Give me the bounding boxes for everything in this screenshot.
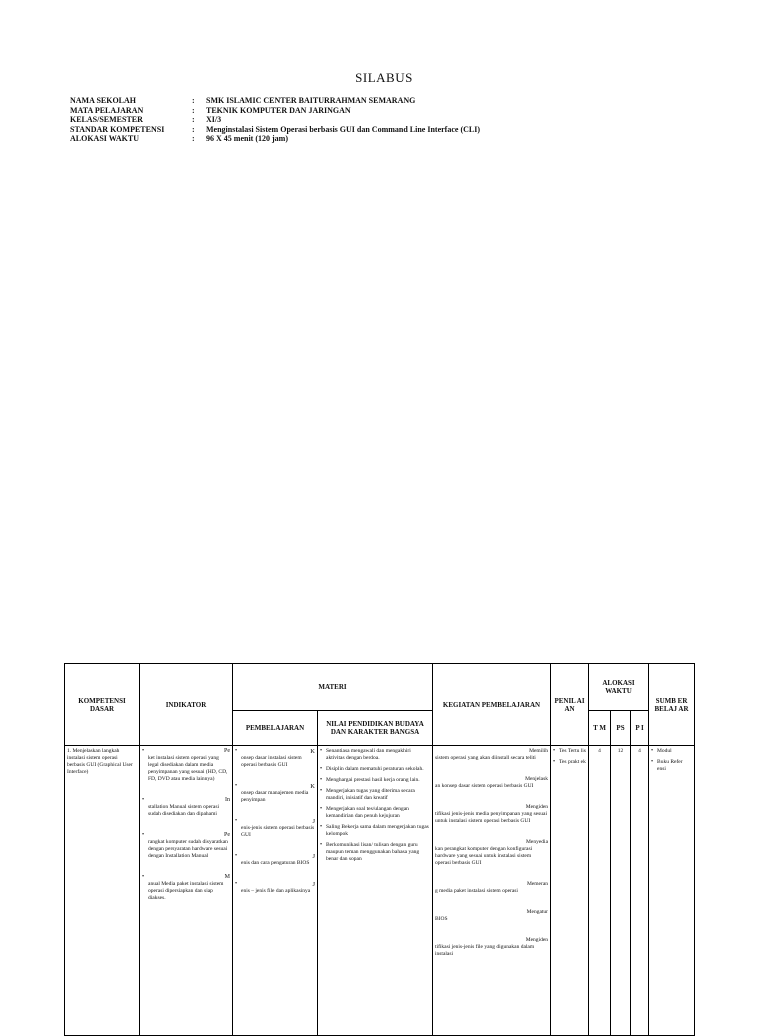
item-text: enis-jenis sistem operasi berbasis GUI	[241, 825, 315, 838]
item-lead: • J	[312, 853, 315, 860]
item-text: anual Media paket instalasi sistem operasi dipersiapkan dan siap diakses.	[148, 881, 224, 901]
item-lead: Menjelask	[525, 776, 549, 782]
ps-cell: 12	[611, 746, 631, 1036]
item-text: tifikasi jenis-jenis media penyimpanan yang sesuai untuk instalasi sistem operasi berbasis GUI	[435, 811, 547, 824]
header-penilaian: PENIL AI AN	[551, 664, 589, 746]
info-value: Menginstalasi Sistem Operasi berbasis GUI dan Command Line Interface (CLI)	[206, 124, 481, 134]
header-materi: MATERI	[233, 664, 433, 711]
sumber-cell	[649, 746, 695, 1036]
item-text: g media paket instalasi sistem operasi	[435, 888, 518, 894]
item-text: enis dan cara pengaturan BIOS	[241, 860, 310, 866]
list-item	[235, 783, 315, 804]
info-row-time	[70, 134, 480, 144]
item-lead: • J	[312, 818, 315, 825]
item-text: sistem operasi yang akan diinstall secara teliti	[435, 755, 536, 761]
item-lead: • In	[225, 797, 230, 803]
list-item	[235, 853, 315, 867]
list-item: • Menghargai prestasi hasil kerja orang lain.	[320, 777, 430, 784]
document-title: SILABUS	[355, 70, 413, 85]
item-text: onsep dasar instalasi sistem operasi berbasis GUI	[241, 755, 302, 768]
item-text: enis – jenis file dan aplikasinya	[241, 888, 311, 894]
kegiatan-item	[435, 909, 548, 923]
info-value: SMK ISLAMIC CENTER BAITURRAHMAN SEMARANG	[206, 96, 416, 105]
header-ps: PS	[611, 711, 631, 746]
pembelajaran-cell	[233, 746, 318, 1036]
info-value: TEKNIK KOMPUTER DAN JARINGAN	[206, 105, 351, 115]
item-text: kan perangkat komputer dengan konfigurasi hardware yang sesuai untuk instalasi sistem operasi berbasis GUI	[435, 846, 533, 866]
item-text: ket instalasi sistem operasi yang legal disediakan dalam media penyimpanan yang sesuai (HD, CD, FD, DVD atau media lainnya)	[148, 755, 228, 782]
info-row-school	[70, 96, 480, 106]
list-item: • Tes prakt ek	[553, 759, 586, 766]
item-lead: • J	[312, 881, 315, 888]
header-indikator: INDIKATOR	[140, 664, 233, 746]
list-item	[142, 797, 230, 818]
list-item: • Buku Refer ensi	[651, 759, 692, 773]
syllabus-table	[64, 663, 695, 1036]
pi-cell: 4	[631, 746, 649, 1036]
header-kompetensi: KOMPETENSI DASAR	[65, 664, 140, 746]
item-lead: Memeran	[526, 881, 549, 887]
info-key: NAMA SEKOLAH	[70, 96, 137, 105]
header-sumber: SUMB ER BELAJ AR	[649, 664, 695, 746]
kompetensi-cell: 1. Menjelaskan langkah instalasi sistem operasi berbasis GUI (Graphical User Interface)	[65, 746, 140, 1036]
kegiatan-cell	[433, 746, 551, 1036]
info-colon: :	[192, 134, 195, 143]
tm-cell: 4	[589, 746, 611, 1036]
header-pembelajaran: PEMBELAJARAN	[233, 711, 318, 746]
list-item	[142, 874, 230, 902]
item-lead: Menyedia	[526, 839, 549, 845]
list-item	[235, 881, 315, 895]
header-tm: T M	[589, 711, 611, 746]
kegiatan-item	[435, 839, 548, 867]
kegiatan-item	[435, 776, 548, 790]
info-key: KELAS/SEMESTER	[70, 115, 143, 124]
header-alokasi: ALOKASI WAKTU	[589, 664, 649, 711]
nilai-cell	[318, 746, 433, 1036]
item-lead: Mengiden	[525, 937, 549, 943]
item-text: rangkat komputer sudah disyaratkan dengan persyaratan hardware sesuai dengan Installation Manual	[148, 839, 228, 859]
item-text: onsep dasar manajemen media penyimpan	[241, 790, 309, 803]
info-colon: :	[192, 115, 195, 124]
info-row-subject	[70, 106, 480, 116]
list-item: • Saling Bekerja sama dalam mengerjakan tugas kelompok	[320, 824, 430, 838]
list-item	[142, 832, 230, 860]
list-item: • Berkomunikasi lisan/ tulisan dengan guru maupun teman menggunakan bahasa yang benar dan sopan	[320, 842, 430, 863]
list-item	[235, 748, 315, 769]
item-lead: • K	[310, 748, 315, 755]
info-row-class	[70, 115, 480, 125]
kegiatan-item	[435, 881, 548, 895]
list-item: • Senantiasa mengawali dan mengakhiri aktivitas dengan berdoa.	[320, 748, 430, 762]
info-row-competency	[70, 125, 480, 135]
item-lead: Mengiden	[525, 804, 549, 810]
kegiatan-item	[435, 937, 548, 958]
item-lead: • Pe	[224, 748, 230, 754]
syllabus-info	[70, 96, 480, 144]
kegiatan-item	[435, 748, 548, 762]
list-item: • Tes Tertu lis	[553, 748, 586, 755]
item-text: an konsep dasar sistem operasi berbasis GUI	[435, 783, 534, 789]
info-colon: :	[192, 96, 195, 105]
table-row	[65, 746, 695, 1036]
header-kegiatan: KEGIATAN PEMBELAJARAN	[433, 664, 551, 746]
kegiatan-item	[435, 804, 548, 825]
info-key: STANDAR KOMPETENSI	[70, 124, 165, 134]
indikator-cell	[140, 746, 233, 1036]
item-lead: Memilih	[529, 748, 549, 754]
info-value: XI/3	[206, 115, 222, 124]
item-text: BIOS	[435, 916, 448, 922]
item-lead: • Pe	[224, 832, 230, 838]
item-text: tifikasi jenis-jenis file yang digunakan dalam instalasi	[435, 944, 535, 957]
item-text: stallation Manual sistem operasi sudah disediakan dan dipahami	[148, 804, 220, 817]
header-row-1	[65, 664, 695, 711]
info-value: 96 X 45 menit (120 jam)	[206, 134, 288, 143]
item-lead: • K	[310, 783, 315, 790]
item-lead: Mengatur	[526, 909, 549, 915]
list-item: • Mengerjakan tugas yang diterima secara mandiri, inisiatif dan kreatif	[320, 788, 430, 802]
info-key: MATA PELAJARAN	[70, 105, 144, 115]
item-lead: • M	[224, 874, 230, 880]
info-key: ALOKASI WAKTU	[70, 134, 139, 143]
list-item	[235, 818, 315, 839]
list-item: • Disiplin dalam mematuhi peraturan sekolah.	[320, 766, 430, 773]
header-nilai: NILAI PENDIDIKAN BUDAYA DAN KARAKTER BANGSA	[318, 711, 433, 746]
info-colon: :	[192, 124, 195, 134]
header-pi: P I	[631, 711, 649, 746]
list-item: • Modul	[651, 748, 692, 755]
list-item	[142, 748, 230, 783]
list-item: • Mengerjakan soal tes/ulangan dengan kemandirian dan penuh kejujuran	[320, 806, 430, 820]
penilaian-cell	[551, 746, 589, 1036]
info-colon: :	[192, 105, 195, 115]
